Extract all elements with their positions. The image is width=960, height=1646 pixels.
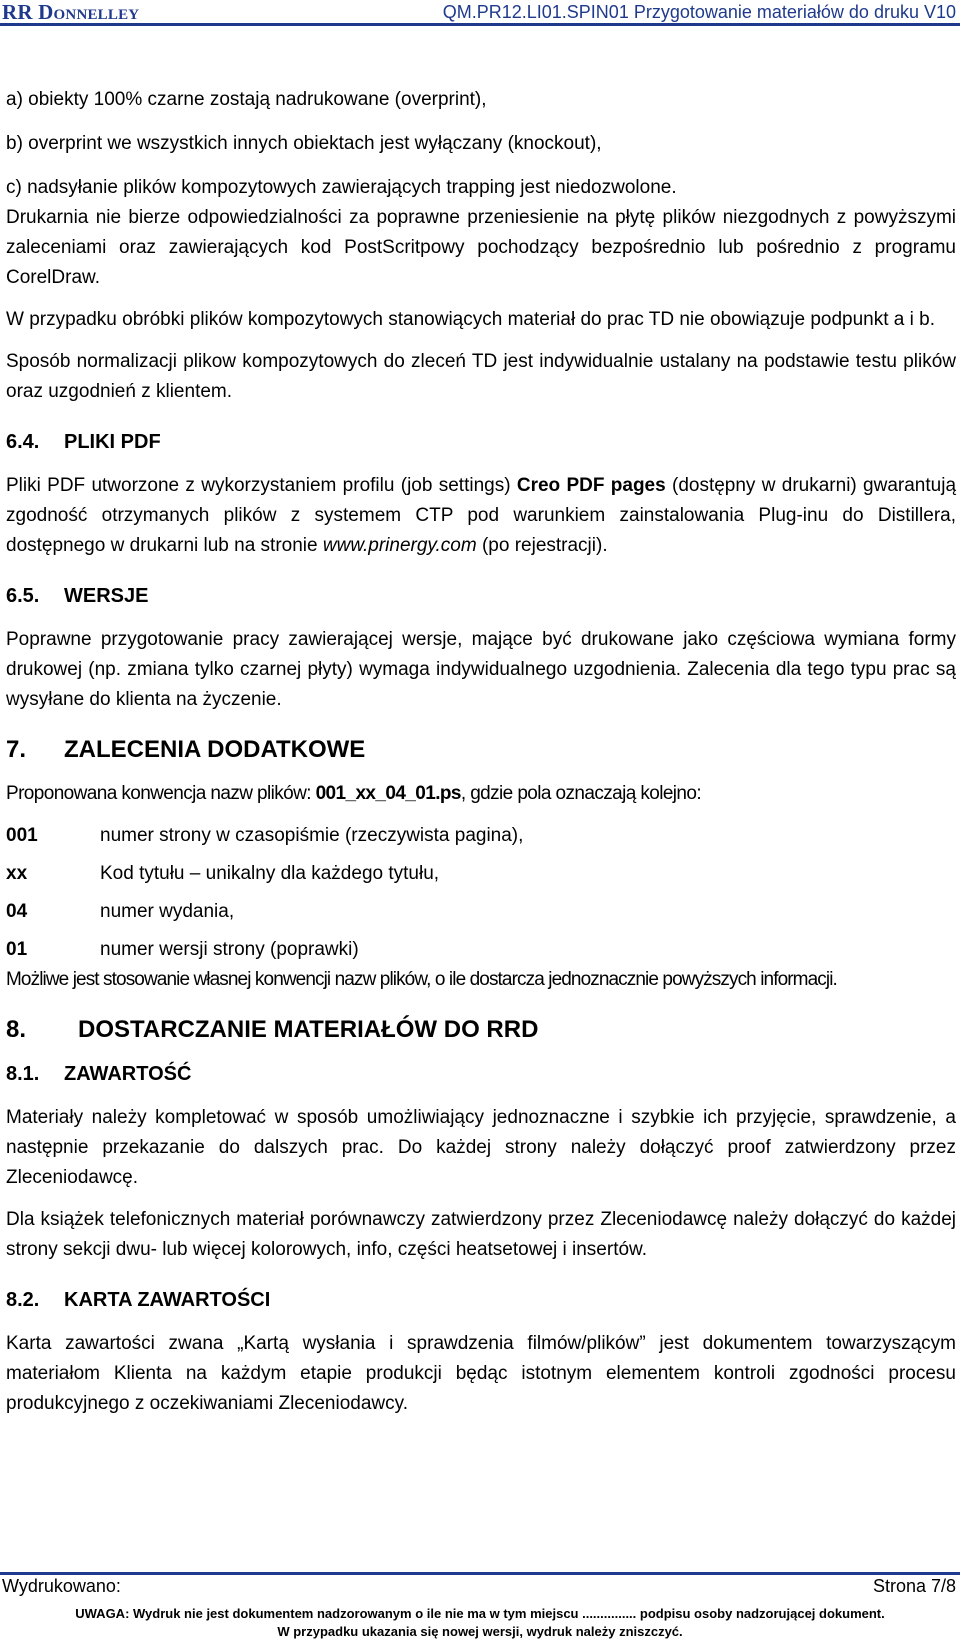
- heading-text: ZAWARTOŚĆ: [64, 1063, 192, 1085]
- heading-6-4: [6, 427, 956, 457]
- paragraph-pdf: [6, 471, 956, 561]
- heading-7: [6, 735, 956, 765]
- heading-text: DOSTARCZANIE MATERIAŁÓW DO RRD: [78, 1016, 539, 1043]
- company-logo-text: RR Donnelley: [2, 0, 140, 24]
- paragraph-content-card: Karta zawartości zwana „Kartą wysłania i sprawdzenia filmów/plików” jest dokumentem towarzyszącym materiałom Klienta na każdym etapie produkcji będąc istotnym elementem kontroli zgodności procesu produkcyjnego z oczekiwaniami Zleceniodawcy.: [6, 1333, 956, 1414]
- heading-text: KARTA ZAWARTOŚCI: [64, 1289, 271, 1311]
- definition-row: [6, 821, 956, 851]
- document-title: QM.PR12.LI01.SPIN01 Przygotowanie materiałów do druku V10: [442, 2, 956, 22]
- heading-number: 6.4.: [6, 431, 40, 453]
- definition-row: [6, 935, 956, 965]
- definition-code: 04: [6, 901, 28, 922]
- definition-desc: numer wydania,: [100, 901, 235, 922]
- footer-notice: [0, 1605, 960, 1641]
- list-item-b: b) overprint we wszystkich innych obiektach jest wyłączany (knockout),: [6, 133, 602, 154]
- heading-number: 8.1.: [6, 1063, 40, 1085]
- heading-number: 8.: [6, 1016, 27, 1043]
- footer-divider: [0, 1572, 960, 1575]
- heading-number: 7.: [6, 736, 27, 763]
- list-item-a: a) obiekty 100% czarne zostają nadrukowane (overprint),: [6, 89, 487, 110]
- paragraph-td-composite: W przypadku obróbki plików kompozytowych stanowiących materiał do prac TD nie obowiązuje podpunkt a i b.: [6, 309, 935, 330]
- paragraph-normalization: Sposób normalizacji plikow kompozytowych do zleceń TD jest indywidualnie ustalany na podstawie testu plików oraz uzgodnień z klientem.: [6, 351, 956, 402]
- definition-desc: numer strony w czasopiśmie (rzeczywista pagina),: [100, 825, 524, 846]
- notice-line-1: UWAGA: Wydruk nie jest dokumentem nadzorowanym o ile nie ma w tym miejscu ............... podpisu osoby nadzorującej dokument.: [75, 1606, 885, 1621]
- text-run: Proponowana konwencja nazw plików:: [6, 783, 316, 804]
- paragraph-contents: Materiały należy kompletować w sposób umożliwiający jednoznaczne i szybkie ich przyjęcie, sprawdzenie, a następnie przekazanie do dalszych prac. Do każdej strony należy dołączyć proof zatwierdzony przez Zleceniodawcę.: [6, 1107, 956, 1188]
- heading-number: 8.2.: [6, 1289, 40, 1311]
- list-item-c: c) nadsyłanie plików kompozytowych zawierających trapping jest niedozwolone.: [6, 177, 677, 198]
- bold-run: 001_xx_04_01.ps: [315, 783, 461, 804]
- definition-code: 01: [6, 939, 28, 960]
- heading-8-1: [6, 1059, 956, 1089]
- printed-label: Wydrukowano:: [2, 1576, 121, 1596]
- text-run: (dostępny w drukarni) gwarantują zgodność otrzymanych plików z systemem CTP pod warunkiem zainstalowania Plug-inu do Distillera, dostępnego w drukarni lub na stronie: [6, 475, 957, 556]
- definition-code: xx: [6, 863, 28, 884]
- heading-8: [6, 1015, 956, 1045]
- paragraph-coreldraw: Drukarnia nie bierze odpowiedzialności za poprawne przeniesienie na płytę plików niezgodnych z powyższymi zaleceniami oraz zawierających kod PostScritpowy pochodzący bezpośrednio lub pośrednio z programu CorelDraw.: [6, 207, 956, 288]
- definition-desc: Kod tytułu – unikalny dla każdego tytułu,: [100, 863, 440, 884]
- paragraph-naming-note: Możliwe jest stosowanie własnej konwencji nazw plików, o ile dostarcza jednoznacznie powyższych informacji.: [6, 969, 837, 990]
- text-run: Pliki PDF utworzone z wykorzystaniem profilu (job settings): [6, 475, 517, 496]
- heading-text: ZALECENIA DODATKOWE: [64, 736, 366, 763]
- paragraph-naming-intro: [6, 779, 956, 809]
- paragraph-versions: Poprawne przygotowanie pracy zawierającej wersje, mające być drukowane jako częściowa wymiana formy drukowej (np. zmiana tylko czarnej płyty) wymaga indywidualnego uzgodnienia. Zalecenia dla tego typu prac są wysyłane do klienta na życzenie.: [6, 629, 956, 710]
- definition-code: 001: [6, 825, 38, 846]
- page-content: [6, 85, 956, 1419]
- text-run: , gdzie pola oznaczają kolejno:: [460, 783, 702, 804]
- heading-number: 6.5.: [6, 585, 40, 607]
- notice-line-2: W przypadku ukazania się nowej wersji, wydruk należy zniszczyć.: [277, 1624, 683, 1639]
- definition-row: [6, 859, 956, 889]
- page-header: [0, 0, 960, 26]
- bold-run: Creo PDF pages: [516, 475, 666, 496]
- definition-row: [6, 897, 956, 927]
- heading-6-5: [6, 581, 956, 611]
- heading-text: PLIKI PDF: [64, 431, 161, 453]
- definition-desc: numer wersji strony (poprawki): [100, 939, 359, 960]
- paragraph-phonebooks: Dla książek telefonicznych materiał porównawczy zatwierdzony przez Zleceniodawcę należy dołączyć do każdej strony sekcji dwu- lub więcej kolorowych, info, części heatsetowej i insertów.: [6, 1209, 956, 1260]
- prinergy-link[interactable]: www.prinergy.com: [322, 535, 477, 556]
- heading-8-2: [6, 1285, 956, 1315]
- page-number: Strona 7/8: [872, 1576, 956, 1596]
- heading-text: WERSJE: [64, 585, 149, 607]
- text-run: (po rejestracji).: [476, 535, 608, 556]
